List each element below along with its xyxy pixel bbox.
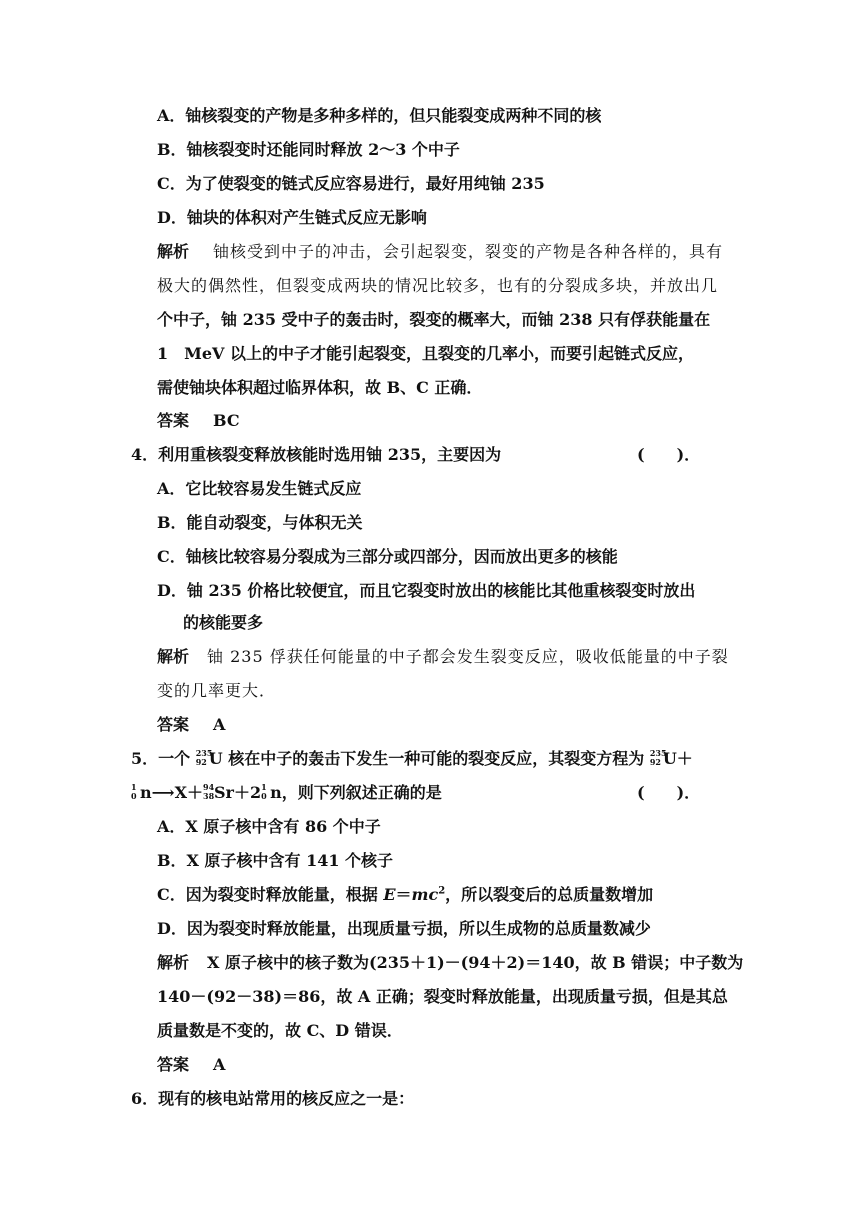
q5-option-a: A．X 原子核中含有 86 个中子 bbox=[157, 817, 381, 836]
q3-analysis-label: 解析 bbox=[157, 242, 190, 261]
q4-analysis-line-2: 变的几率更大． bbox=[157, 681, 277, 700]
q6-stem: 6．现有的核电站常用的核反应之一是： bbox=[131, 1089, 415, 1108]
q5-analysis-label: 解析 bbox=[157, 953, 190, 972]
q3-answer-value: BC bbox=[213, 411, 240, 430]
q5-answer-bracket: ( )． bbox=[637, 783, 701, 802]
q4-analysis-label: 解析 bbox=[157, 647, 190, 666]
uranium-isotope-notation: 235 92 bbox=[195, 748, 213, 767]
q5-answer-label: 答案 bbox=[157, 1055, 190, 1074]
q4-option-b: B．能自动裂变，与体积无关 bbox=[157, 513, 363, 532]
q3-analysis-line-5: 需使铀块体积超过临界体积，故 B、C 正确． bbox=[157, 378, 483, 397]
q3-analysis-line-4: 1 MeV 以上的中子才能引起裂变，且裂变的几率小，而要引起链式反应， bbox=[157, 344, 695, 363]
neutron-notation: 1 0 bbox=[131, 782, 137, 801]
q3-answer-label: 答案 bbox=[157, 411, 190, 430]
q5-analysis-line-3: 质量数是不变的，故 C、D 错误． bbox=[157, 1021, 403, 1040]
q3-analysis-line-2: 极大的偶然性，但裂变成两块的情况比较多，也有的分裂成多块，并放出几 bbox=[157, 276, 719, 295]
neutron-notation-2: 1 0 bbox=[261, 782, 267, 801]
q5-stem-line-1: 5．一个 235 92 U 核在中子的轰击下发生一种可能的裂变反应，其裂变方程为 235 92 U＋ bbox=[131, 748, 693, 768]
q3-option-a: A．铀核裂变的产物是多种多样的，但只能裂变成两种不同的核 bbox=[157, 106, 602, 125]
q3-option-d: D．铀块的体积对产生链式反应无影响 bbox=[157, 208, 427, 227]
q3-analysis-line-1: 解析 铀核受到中子的冲击，会引起裂变，裂变的产物是各种各样的，具有 bbox=[157, 242, 724, 261]
q5-stem-line-2: 1 0 n⟶X＋ 94 38 Sr＋2 1 0 n，则下列叙述正确的是 bbox=[131, 782, 442, 802]
q5-answer-value: A bbox=[213, 1055, 226, 1074]
q4-option-d-line-1: D．铀 235 价格比较便宜，而且它裂变时放出的核能比其他重核裂变时放出 bbox=[157, 581, 696, 600]
q5-option-b: B．X 原子核中含有 141 个核子 bbox=[157, 851, 394, 870]
q4-option-a: A．它比较容易发生链式反应 bbox=[157, 479, 362, 498]
q5-analysis-line-1: 解析 X 原子核中的核子数为(235＋1)－(94＋2)＝140，故 B 错误；中子数为 bbox=[157, 953, 744, 972]
q5-option-d: D．因为裂变时释放能量，出现质量亏损，所以生成物的总质量数减少 bbox=[157, 919, 651, 938]
q4-stem: 4．利用重核裂变释放核能时选用铀 235，主要因为 bbox=[131, 445, 502, 464]
q4-option-c: C．铀核比较容易分裂成为三部分或四部分，因而放出更多的核能 bbox=[157, 547, 618, 566]
q4-option-d-line-2: 的核能要多 bbox=[183, 613, 264, 632]
q4-answer-bracket: ( )． bbox=[637, 445, 701, 464]
q4-analysis-line-1: 解析 铀 235 俘获任何能量的中子都会发生裂变反应，吸收低能量的中子裂 bbox=[157, 647, 729, 666]
q5-answer bbox=[157, 1054, 225, 1076]
q5-option-c: C．因为裂变时释放能量，根据 $E=mc^2$，所以裂变后的总质量数增加 bbox=[157, 885, 654, 904]
q3-answer bbox=[157, 410, 240, 432]
q4-answer-value: A bbox=[213, 715, 226, 734]
strontium-isotope-notation: 94 38 bbox=[203, 782, 215, 801]
q5-analysis-line-2: 140－(92－38)＝86，故 A 正确；裂变时释放能量，出现质量亏损，但是其总 bbox=[157, 987, 728, 1006]
q3-option-c: C．为了使裂变的链式反应容易进行，最好用纯铀 235 bbox=[157, 174, 545, 193]
uranium-isotope-notation-2: 235 92 bbox=[649, 748, 667, 767]
q3-option-b: B．铀核裂变时还能同时释放 2～3 个中子 bbox=[157, 140, 460, 159]
q3-analysis-line-3: 个中子，铀 235 受中子的轰击时，裂变的概率大，而铀 238 只有俘获能量在 bbox=[157, 310, 711, 329]
q4-answer-label: 答案 bbox=[157, 715, 190, 734]
q4-answer bbox=[157, 714, 225, 736]
